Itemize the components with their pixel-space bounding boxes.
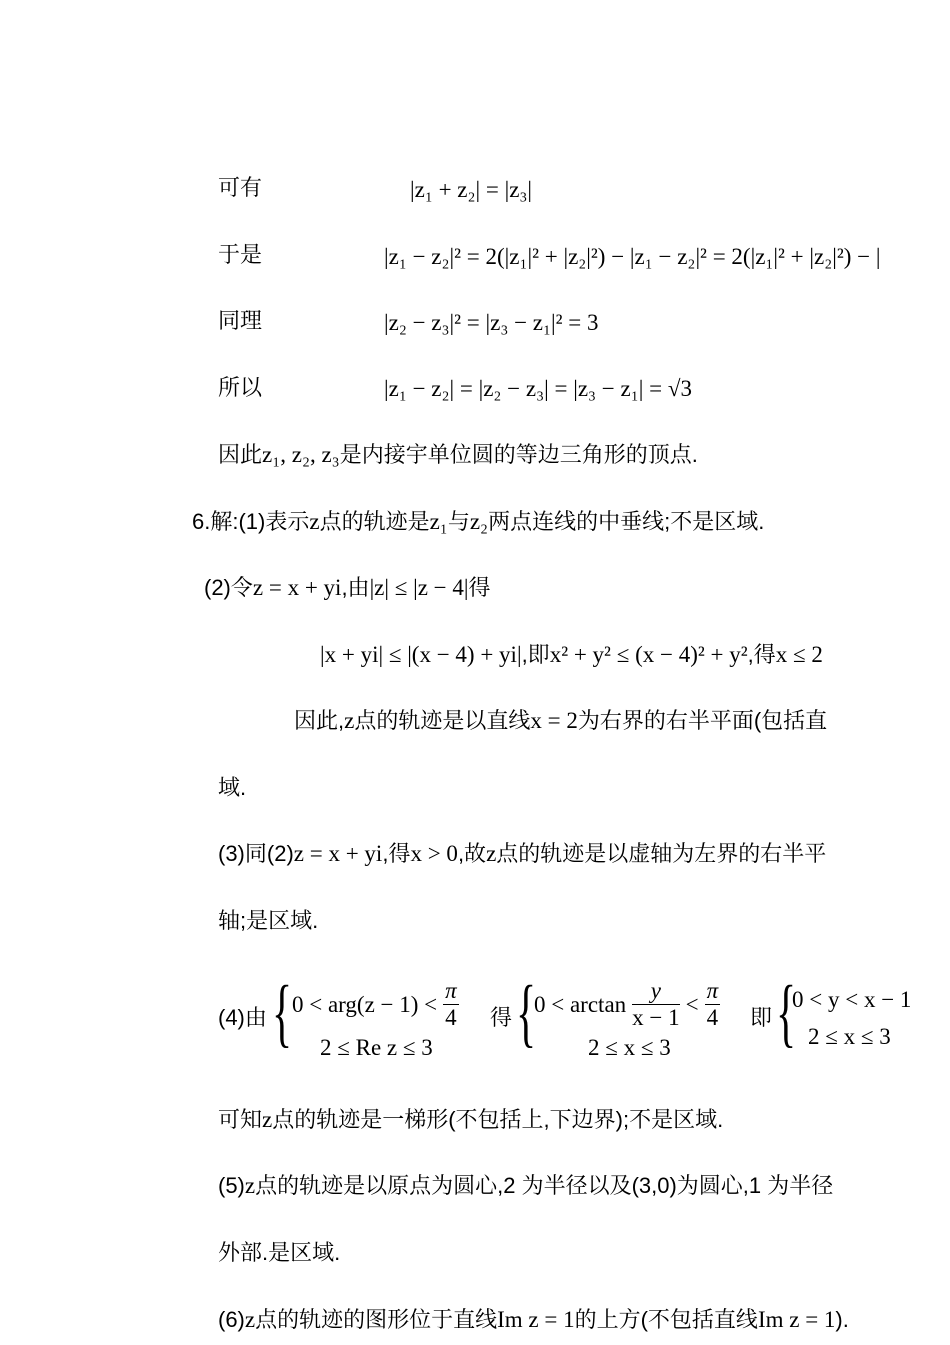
text: 可知 xyxy=(218,1107,263,1132)
math: 0 < arctan xyxy=(534,991,627,1017)
math: < xyxy=(685,991,699,1017)
solution-6-part-2-tail: 域. xyxy=(218,775,247,800)
math: Im z = 1 xyxy=(497,1307,575,1332)
math: z xyxy=(244,1307,256,1332)
solution-6-part-3 xyxy=(218,839,826,869)
equation-3: |z₂ − z₃|² = |z₃ − z₁|² = 3 xyxy=(384,310,599,335)
math: z xyxy=(244,1173,256,1198)
text: 是内接宇单位圆的等边三角形的顶点. xyxy=(339,442,698,467)
text: ,得 xyxy=(747,642,776,667)
math: |z| ≤ |z − 4| xyxy=(369,575,469,600)
solution-6-part-2 xyxy=(204,573,491,603)
equation-1: |z₁ + z₂| = |z₃| xyxy=(410,177,533,202)
system-1-top xyxy=(292,978,459,1031)
math: x > 0 xyxy=(410,841,458,866)
label: 于是 xyxy=(218,242,263,267)
ji-label: 即 xyxy=(750,1005,773,1030)
system-3-top: 0 < y < x − 1 xyxy=(792,987,912,1012)
text: (2)令 xyxy=(204,575,253,600)
math: 0 < arg(z − 1) < xyxy=(292,991,438,1017)
math: z₂ xyxy=(469,509,489,534)
equation-4: |z₁ − z₂| = |z₂ − z₃| = |z₃ − z₁| = √3 xyxy=(384,376,692,401)
math: Im z = 1 xyxy=(757,1307,836,1332)
denominator: 4 xyxy=(445,1005,457,1030)
fraction xyxy=(632,978,679,1031)
text: 点的轨迹是以直线 xyxy=(354,708,531,733)
math: x ≤ 2 xyxy=(775,642,823,667)
line-4 xyxy=(218,373,262,403)
solution-6-part-2-derivation xyxy=(320,640,823,670)
solution-6-part-5 xyxy=(218,1171,833,1201)
text: 的上方(不包括直线 xyxy=(574,1307,758,1332)
text: 6.解:(1)表示 xyxy=(192,509,310,534)
de-label: 得 xyxy=(490,1005,513,1030)
left-brace-icon: { xyxy=(272,971,293,1055)
text: ,由 xyxy=(341,575,370,600)
label: 所以 xyxy=(218,375,263,400)
solution-6-part-1 xyxy=(192,507,764,537)
math: x² + y² ≤ (x − 4)² + y² xyxy=(549,642,748,667)
line-2 xyxy=(218,240,262,270)
text: 为右界的右半平面(包括直 xyxy=(577,708,828,733)
solution-6-part-3-tail: 轴;是区域. xyxy=(218,908,319,933)
text: (6) xyxy=(218,1307,245,1332)
numerator: y xyxy=(650,978,661,1003)
text: ,得 xyxy=(382,841,411,866)
text: 点的轨迹是以原点为圆心,2 为半径以及(3,0)为圆心,1 为半径 xyxy=(255,1173,834,1198)
line-5 xyxy=(218,440,698,470)
equation-2: |z₁ − z₂|² = 2(|z₁|² + |z₂|²) − |z₁ − z₂|² = 2(|z₁|² + |z₂|²) − | xyxy=(384,244,881,269)
line-3 xyxy=(218,306,262,336)
text: ,故 xyxy=(457,841,487,866)
text: 因此, xyxy=(294,708,345,733)
solution-6-part-4-label: (4)由 xyxy=(218,1005,267,1030)
math: x = 2 xyxy=(530,708,578,733)
text: 点的轨迹的图形位于直线 xyxy=(255,1307,498,1332)
solution-6-part-5-tail: 外部.是区域. xyxy=(218,1240,341,1265)
system-3-bottom: 2 ≤ x ≤ 3 xyxy=(808,1024,891,1049)
text: 点的轨迹是一梯形(不包括上,下边界);不是区域. xyxy=(272,1107,724,1132)
text: 点的轨迹是 xyxy=(319,509,430,534)
math: z xyxy=(309,509,320,534)
numerator: π xyxy=(445,978,457,1003)
math: z₁ xyxy=(429,509,448,534)
label: 同理 xyxy=(218,308,263,333)
math: z xyxy=(344,708,355,733)
solution-6-part-2-conclusion xyxy=(294,706,827,736)
line-1 xyxy=(218,173,262,203)
math: |x + yi| ≤ |(x − 4) + yi| xyxy=(320,642,522,667)
label: 可有 xyxy=(218,175,263,200)
denominator: 4 xyxy=(706,1005,719,1030)
left-brace-icon: { xyxy=(516,971,537,1055)
math: z xyxy=(486,841,497,866)
system-1-bottom: 2 ≤ Re z ≤ 3 xyxy=(320,1035,433,1060)
system-2-top xyxy=(534,978,720,1031)
text: 点的轨迹是以虚轴为左界的右半平 xyxy=(496,841,827,866)
math: z = x + yi xyxy=(252,575,342,600)
text: (5) xyxy=(218,1173,245,1198)
text: 与 xyxy=(447,509,470,534)
text: 两点连线的中垂线;不是区域. xyxy=(488,509,765,534)
solution-6-part-4-conclusion xyxy=(218,1105,723,1135)
math: z = x + yi xyxy=(293,841,383,866)
left-brace-icon: { xyxy=(776,971,797,1055)
text: 因此 xyxy=(218,442,263,467)
system-2-bottom: 2 ≤ x ≤ 3 xyxy=(588,1035,671,1060)
solution-6-part-6 xyxy=(218,1305,849,1335)
denominator: x − 1 xyxy=(632,1005,680,1030)
math: z xyxy=(262,1107,273,1132)
numerator: π xyxy=(706,978,719,1003)
text: 得 xyxy=(468,575,491,600)
fraction xyxy=(705,978,721,1031)
text: (3)同(2) xyxy=(218,841,294,866)
text: ,即 xyxy=(521,642,550,667)
math: z₁, z₂, z₃ xyxy=(262,442,340,467)
fraction xyxy=(443,978,459,1031)
text: ). xyxy=(835,1307,849,1332)
